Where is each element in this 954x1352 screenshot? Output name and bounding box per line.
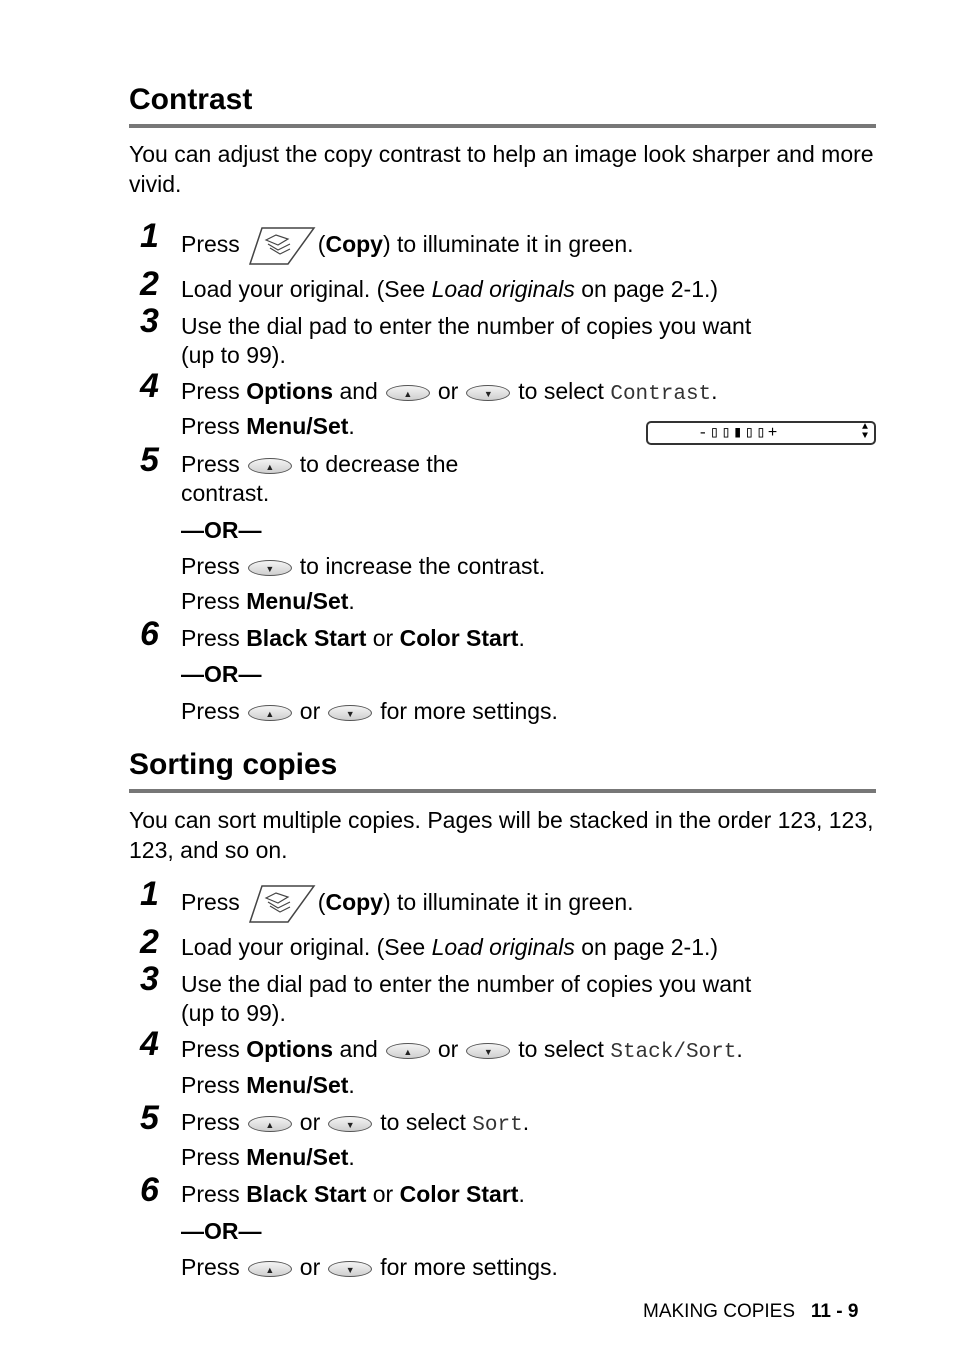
step-4-menuset: Press Menu/Set.	[181, 413, 355, 439]
step-6-text: Press Black Start or Color Start.	[181, 1181, 525, 1207]
step-6-more: Press ▲ or ▼ for more settings.	[181, 698, 558, 724]
step-5-menuset: Press Menu/Set.	[181, 588, 355, 614]
step-3-line-2: (up to 99).	[181, 1000, 286, 1026]
down-arrow-key-icon: ▼	[328, 1116, 372, 1132]
up-arrow-key-icon: ▲	[248, 705, 292, 721]
down-arrow-key-icon: ▼	[328, 1261, 372, 1277]
step-2-text: Load your original. (See Load originals on page 2-1.)	[181, 276, 719, 302]
step-5-line-1: Press ▲ to decrease the	[181, 451, 459, 477]
footer-section: MAKING COPIES	[643, 1301, 796, 1322]
up-arrow-key-icon: ▲	[386, 1043, 430, 1059]
step-number: 2	[140, 923, 159, 961]
step-4-text: Press Options and ▲ or ▼ to select Stack/Sort.	[181, 1036, 743, 1064]
up-arrow-key-icon: ▲	[248, 1116, 292, 1132]
lcd-contrast-display: -▯▯▮▯▯+ ▲ ▼	[646, 421, 876, 445]
or-divider: —OR—	[181, 661, 262, 687]
down-arrow-key-icon: ▼	[466, 385, 510, 401]
step-number: 5	[140, 441, 159, 479]
sorting-intro: You can sort multiple copies. Pages will be stacked in the order 123, 123, 123, and so on.	[129, 807, 874, 863]
up-down-arrows-icon: ▲ ▼	[861, 422, 868, 442]
step-3-line-2: (up to 99).	[181, 342, 286, 368]
step-4-text: Press Options and ▲ or ▼ to select Contrast.	[181, 378, 718, 406]
step-4-menuset: Press Menu/Set.	[181, 1072, 355, 1098]
step-5-text: Press ▲ or ▼ to select Sort.	[181, 1109, 530, 1137]
step-1-text: Press (Copy) to illuminate it in green.	[181, 226, 634, 266]
step-number: 3	[140, 960, 159, 998]
step-number: 1	[140, 875, 159, 913]
step-number: 6	[140, 1171, 159, 1209]
or-divider: —OR—	[181, 1218, 262, 1244]
heading-rule	[129, 789, 876, 793]
copy-key-icon	[248, 226, 316, 266]
down-arrow-key-icon: ▼	[328, 705, 372, 721]
step-2-text: Load your original. (See Load originals on page 2-1.)	[181, 934, 719, 960]
step-3-line-1: Use the dial pad to enter the number of copies you want	[181, 971, 752, 997]
step-5-line-2: contrast.	[181, 480, 270, 506]
step-6-more: Press ▲ or ▼ for more settings.	[181, 1254, 558, 1280]
step-number: 1	[140, 217, 159, 255]
heading-rule	[129, 124, 876, 128]
copy-key-icon	[248, 884, 316, 924]
section-heading-sorting: Sorting copies	[129, 748, 338, 781]
step-5-menuset: Press Menu/Set.	[181, 1144, 355, 1170]
down-arrow-key-icon: ▼	[466, 1043, 510, 1059]
step-number: 5	[140, 1099, 159, 1137]
step-5-increase: Press ▼ to increase the contrast.	[181, 553, 546, 579]
up-arrow-key-icon: ▲	[248, 1261, 292, 1277]
up-arrow-key-icon: ▲	[386, 385, 430, 401]
step-number: 4	[140, 367, 159, 405]
page-number: 11 - 9	[810, 1301, 859, 1322]
step-number: 4	[140, 1025, 159, 1063]
section-heading-contrast: Contrast	[129, 83, 253, 116]
step-1-text: Press (Copy) to illuminate it in green.	[181, 884, 634, 924]
contrast-intro: You can adjust the copy contrast to help an image look sharper and more vivid.	[129, 141, 874, 197]
page-footer	[643, 1300, 858, 1324]
step-number: 6	[140, 615, 159, 653]
up-arrow-key-icon: ▲	[248, 458, 292, 474]
step-6-text: Press Black Start or Color Start.	[181, 625, 525, 651]
or-divider: —OR—	[181, 517, 262, 543]
step-3-line-1: Use the dial pad to enter the number of copies you want	[181, 313, 752, 339]
step-number: 2	[140, 265, 159, 303]
down-arrow-key-icon: ▼	[248, 560, 292, 576]
step-number: 3	[140, 302, 159, 340]
